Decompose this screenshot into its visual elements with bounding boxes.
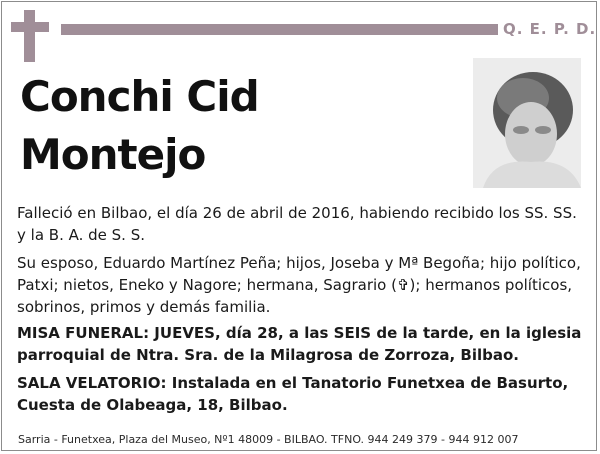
family-list: Su esposo, Eduardo Martínez Peña; hijos, Joseba y Mª Begoña; hijo político, Patxi; nietos, Eneko y Nagore; hermana, Sagrario (✞); hermanos políticos, sobrinos, primos y demás familia.	[17, 254, 581, 316]
wake-room-info: SALA VELATORIO: Instalada en el Tanatorio Funetxea de Basurto, Cuesta de Olabeaga, 18, Bilbao.	[17, 374, 569, 414]
portrait-photo-image	[473, 58, 581, 188]
cross-icon-bar	[11, 22, 49, 32]
death-announcement: Falleció en Bilbao, el día 26 de abril de 2016, habiendo recibido los SS. SS. y la B. A. de S. S.	[17, 204, 577, 244]
portrait-photo	[473, 58, 581, 188]
deceased-name	[20, 68, 259, 184]
funeral-home-footer: Sarria - Funetxea, Plaza del Museo, Nº1 48009 - BILBAO. TFNO. 944 249 379 - 944 912 007	[18, 433, 519, 446]
funeral-mass-info: MISA FUNERAL: JUEVES, día 28, a las SEIS de la tarde, en la iglesia parroquial de Ntra. Sra. de la Milagrosa de Zorroza, Bilbao.	[17, 324, 582, 364]
header-rule	[61, 24, 498, 35]
qepd-tag: Q. E. P. D.	[503, 20, 597, 38]
deceased-name-line-1: Conchi Cid	[20, 72, 259, 121]
deceased-name-line-2: Montejo	[20, 130, 206, 179]
cross-icon	[24, 10, 35, 62]
